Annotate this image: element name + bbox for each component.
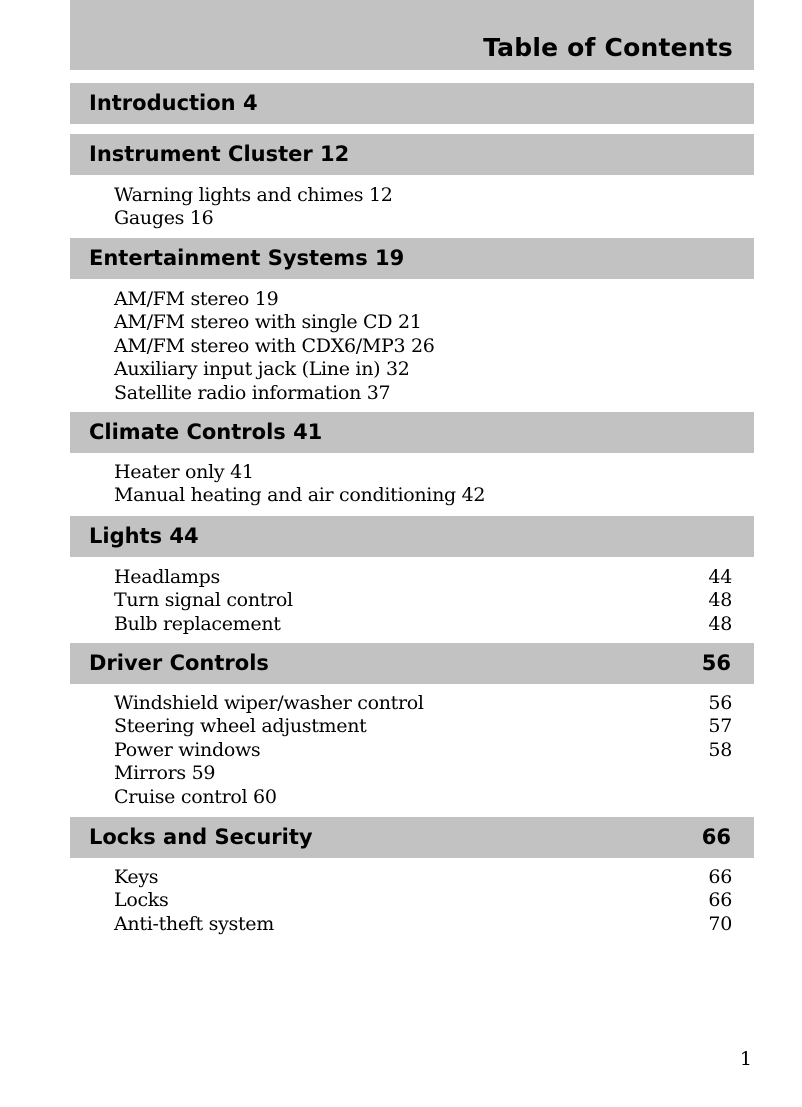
section-title: Introduction 4 [89,91,258,115]
toc-entry[interactable] [114,739,732,762]
entry-label: Headlamps [114,566,220,588]
entry-page: 66 [708,866,732,888]
entertainment-entries [114,288,732,405]
section-title: Climate Controls 41 [89,420,323,444]
toc-entry[interactable] [114,913,732,936]
toc-entry[interactable]: Heater only 41 [114,461,254,483]
toc-entry[interactable] [114,589,732,612]
section-entertainment-systems[interactable] [70,238,754,279]
section-title: Driver Controls [89,651,269,675]
lights-entries [114,566,732,636]
section-title: Lights 44 [89,524,199,548]
entry-label: Steering wheel adjustment [114,715,367,738]
section-climate-controls[interactable] [70,412,754,453]
section-title: Locks and Security [89,825,313,849]
toc-entry[interactable]: Gauges 16 [114,207,214,230]
toc-entry[interactable] [114,566,732,589]
entry-page: 44 [708,566,732,588]
entry-label: Windshield wiper/washer control [114,692,424,714]
entry-page: 57 [708,715,732,738]
entry-page: 66 [708,889,732,912]
toc-entry[interactable]: AM/FM stereo with CDX6/MP3 26 [114,334,435,357]
entry-label: Power windows [114,738,261,761]
entry-page: 48 [708,589,732,612]
locks-security-entries [114,866,732,936]
toc-entry[interactable] [114,762,732,785]
entry-page: 48 [708,612,732,635]
toc-entry[interactable]: Warning lights and chimes 12 [114,184,393,206]
section-title: Instrument Cluster 12 [89,142,350,166]
entry-label: Keys [114,866,159,888]
toc-entry[interactable]: AM/FM stereo with single CD 21 [114,311,422,334]
section-page: 56 [701,651,731,675]
entry-page: 56 [708,692,732,714]
toc-entry[interactable]: Manual heating and air conditioning 42 [114,484,486,507]
section-title: Entertainment Systems 19 [89,246,405,270]
page-title: Table of Contents [483,33,733,62]
section-driver-controls[interactable] [70,643,754,684]
section-introduction[interactable] [70,83,754,124]
climate-entries [114,461,732,508]
entry-page: 70 [708,912,732,935]
toc-entry[interactable]: Satellite radio information 37 [114,381,391,404]
toc-entry[interactable] [114,889,732,912]
section-locks-and-security[interactable] [70,817,754,858]
page-number: 1 [739,1048,752,1070]
entry-label: Bulb replacement [114,612,281,635]
entry-label: Cruise control 60 [114,785,277,808]
toc-entry[interactable] [114,786,732,809]
toc-entry[interactable] [114,613,732,636]
driver-controls-entries [114,692,732,809]
entry-label: Turn signal control [114,589,293,612]
toc-entry[interactable] [114,866,732,889]
entry-label: Locks [114,889,169,912]
section-instrument-cluster[interactable] [70,134,754,175]
toc-entry[interactable]: Auxiliary input jack (Line in) 32 [114,358,410,381]
instrument-cluster-entries [114,184,732,231]
section-page: 66 [701,825,731,849]
entry-label: Anti-theft system [114,912,274,935]
title-bar [70,0,754,70]
entry-label: Mirrors 59 [114,762,216,785]
entry-page: 58 [708,738,732,761]
toc-entry[interactable] [114,692,732,715]
toc-entry[interactable]: AM/FM stereo 19 [114,288,279,310]
toc-entry[interactable] [114,715,732,738]
section-lights[interactable] [70,516,754,557]
